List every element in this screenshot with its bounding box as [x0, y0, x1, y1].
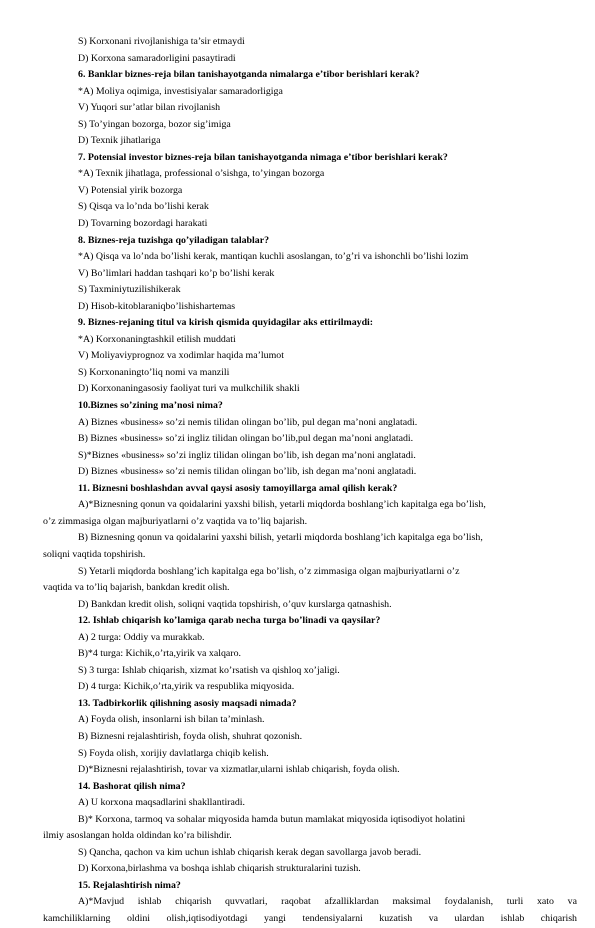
answer-line: D) Korxona samaradorligini pasaytiradi: [78, 52, 236, 64]
answer-line: V) Bo’limlari haddan tashqari ko’p bo’lishi kerak: [78, 267, 275, 279]
answer-line: B) Biznesni rejalashtirish, foyda olish, shuhrat qozonish.: [78, 730, 303, 742]
answer-line: S) Taxminiytuzilishikerak: [78, 284, 181, 296]
answer-line: S) Qancha, qachon va kim uchun ishlab chiqarish kerak degan savollarga javob beradi.: [78, 846, 422, 858]
answer-continuation-line: vaqtida va to’liq bajarish, bankdan kredit olish.: [43, 582, 230, 594]
answer-continuation-line: kamchiliklarning oldini olish,iqtisodiyotdagi yangi tendensiyalarni kuzatish va ulardan ishlab chiqarish: [43, 912, 577, 924]
answer-line: *A) Moliya oqimiga, investisiyalar samaradorligiga: [78, 85, 283, 97]
answer-line: V) Yuqori sur’atlar bilan rivojlanish: [78, 102, 221, 114]
question-line: 7. Potensial investor biznes-reja bilan tanishayotganda nimaga e’tibor berishlari kerak?: [78, 151, 448, 163]
document-body: [0, 34, 595, 928]
answer-line: A)*Mavjud ishlab chiqarish quvvatlari, raqobat afzalliklardan maksimal foydalanish, turli xato va: [78, 896, 577, 908]
answer-line: B)* Korxona, tarmoq va sohalar miqyosida hamda butun mamlakat miqyosida iqtisodiyot holatini: [78, 813, 466, 825]
answer-continuation-line: o’z zimmasiga olgan majburiyatlarni o’z vaqtida va to’liq bajarish.: [43, 515, 308, 527]
answer-line: A) Foyda olish, insonlarni ish bilan ta’minlash.: [78, 714, 265, 726]
answer-line: S) Qisqa va lo’nda bo’lishi kerak: [78, 201, 209, 213]
answer-line: D) Biznes «business» so’zi nemis tilidan olingan bo’lib, ish degan ma’noni anglatadi.: [78, 466, 417, 478]
answer-line: S) Foyda olish, xorijiy davlatlarga chiqib kelish.: [78, 747, 269, 759]
question-line: 15. Rejalashtirish nima?: [78, 879, 181, 891]
answer-line: *A) Qisqa va lo’nda bo’lishi kerak, mantiqan kuchli asoslangan, to’g’ri va ishonchli bo’lishi lozim: [78, 251, 469, 263]
question-line: 9. Biznes-rejaning titul va kirish qismida quyidagilar aks ettirilmaydi:: [78, 317, 374, 329]
answer-line: A) U korxona maqsadlarini shakllantiradi.: [78, 797, 246, 809]
answer-line: V) Potensial yirik bozorga: [78, 184, 183, 196]
answer-line: B)*4 turga: Kichik,o’rta,yirik va xalqaro.: [78, 648, 241, 660]
question-line: 11. Biznesni boshlashdan avval qaysi asosiy tamoyillarga amal qilish kerak?: [78, 482, 398, 494]
answer-line: D) Hisob-kitoblaraniqbo’lishishartemas: [78, 300, 236, 312]
question-line: 8. Biznes-reja tuzishga qo’yiladigan talablar?: [78, 234, 270, 246]
question-line: 13. Tadbirkorlik qilishning asosiy maqsadi nimada?: [78, 697, 297, 709]
answer-line: D)*Biznesni rejalashtirish, tovar va xizmatlar,ularni ishlab chiqarish, foyda olish.: [78, 764, 400, 776]
question-line: 14. Bashorat qilish nima?: [78, 780, 186, 792]
answer-continuation-line: soliqni vaqtida topshirish.: [43, 548, 146, 560]
answer-line: D) Texnik jihatlariga: [78, 135, 161, 147]
answer-line: S) Yetarli miqdorda boshlang’ich kapitalga ega bo’lish, o’z zimmasiga olgan majburiyatlarni o’z: [78, 565, 460, 577]
answer-line: D) Korxona,birlashma va boshqa ishlab chiqarish strukturalarini tuzish.: [78, 863, 361, 875]
answer-line: D) Bankdan kredit olish, soliqni vaqtida topshirish, o’quv kurslarga qatnashish.: [78, 598, 392, 610]
answer-line: S) To’yingan bozorga, bozor sig’imiga: [78, 118, 231, 130]
answer-line: A) Biznes «business» so’zi nemis tilidan olingan bo’lib, pul degan ma’noni anglatadi.: [78, 416, 418, 428]
question-line: 6. Banklar biznes-reja bilan tanishayotganda nimalarga e’tibor berishlari kerak?: [78, 69, 420, 81]
answer-line: D) 4 turga: Kichik,o’rta,yirik va respublika miqyosida.: [78, 681, 295, 693]
question-line: 10.Biznes so’zining ma’nosi nima?: [78, 400, 223, 412]
answer-line: D) Korxonaningasosiy faoliyat turi va mulkchilik shakli: [78, 383, 300, 395]
answer-line: *A) Texnik jihatlaga, professional o’sishga, to’yingan bozorga: [78, 168, 325, 180]
answer-line: S) Korxonaningto’liq nomi va manzili: [78, 366, 230, 378]
answer-line: B) Biznes «business» so’zi ingliz tilidan olingan bo’lib,pul degan ma’noni anglatadi.: [78, 433, 414, 445]
answer-line: B) Biznesning qonun va qoidalarini yaxshi bilish, yetarli miqdorda boshlang’ich kapitalga ega bo’lish,: [78, 532, 483, 544]
answer-line: A) 2 turga: Oddiy va murakkab.: [78, 631, 205, 643]
answer-line: S) Korxonani rivojlanishiga ta’sir etmaydi: [78, 36, 245, 47]
answer-line: V) Moliyaviyprognoz va xodimlar haqida ma’lumot: [78, 350, 284, 362]
answer-line: S) 3 turga: Ishlab chiqarish, xizmat ko’rsatish va qishloq xo’jaligi.: [78, 664, 340, 676]
answer-continuation-line: ilmiy asoslangan holda oldindan ko’ra bilishdir.: [43, 830, 232, 842]
answer-line: S)*Biznes «business» so’zi ingliz tilidan olingan bo’lib, ish degan ma’noni anglatadi.: [78, 449, 416, 461]
answer-line: *A) Korxonaningtashkil etilish muddati: [78, 333, 236, 345]
answer-line: A)*Biznesning qonun va qoidalarini yaxshi bilish, yetarli miqdorda boshlang’ich kapitalga ega bo’lish,: [78, 499, 486, 511]
answer-line: D) Tovarning bozordagi harakati: [78, 218, 208, 230]
question-line: 12. Ishlab chiqarish ko’lamiga qarab necha turga bo’linadi va qaysilar?: [78, 615, 381, 627]
